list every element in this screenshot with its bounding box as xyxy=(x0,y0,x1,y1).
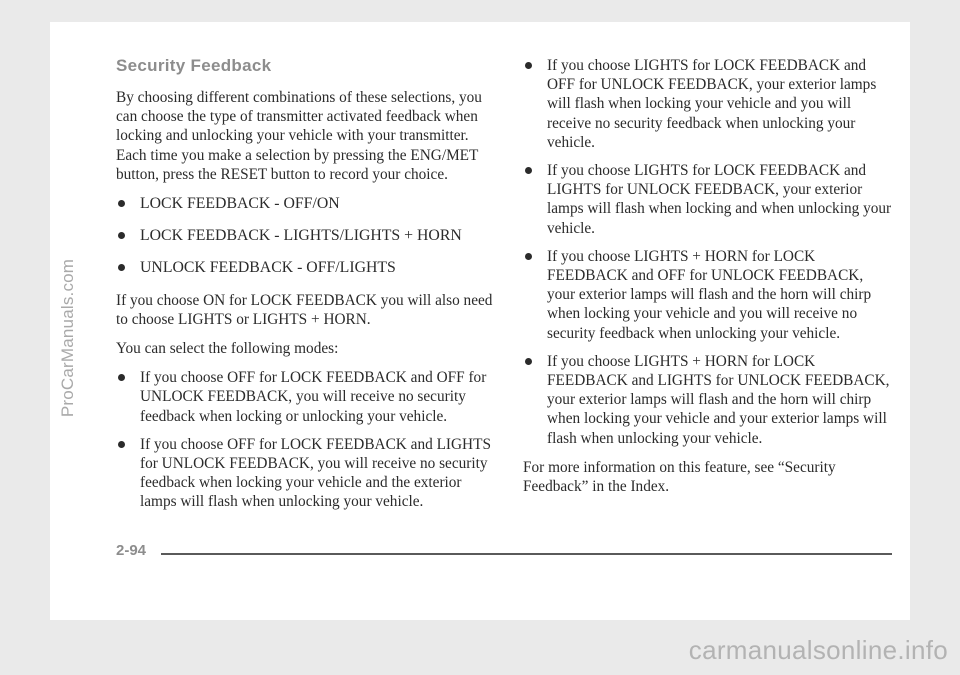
option-item: UNLOCK FEEDBACK - OFF/LIGHTS xyxy=(116,258,496,277)
modes-list-right xyxy=(523,56,893,448)
feedback-options-list xyxy=(116,194,496,278)
side-watermark: ProCarManuals.com xyxy=(58,258,77,418)
page-number: 2-94 xyxy=(116,542,147,559)
left-column xyxy=(116,56,496,522)
intro-paragraph: By choosing different combinations of these selections, you can choose the type of transmitter activated feedback when locking and unlocking your vehicle with your transmitter. Each time you make a selection by pressing the ENG/MET button, press the RESET button to record your choice. xyxy=(116,89,482,183)
right-column xyxy=(523,56,893,506)
modes-intro: You can select the following modes: xyxy=(116,340,339,358)
option-item: LOCK FEEDBACK - LIGHTS/LIGHTS + HORN xyxy=(116,226,496,245)
page-footer xyxy=(116,542,892,562)
mode-item: If you choose OFF for LOCK FEEDBACK and OFF for UNLOCK FEEDBACK, you will receive no security feedback when locking or unlocking your vehicle. xyxy=(116,368,496,426)
mode-item: If you choose LIGHTS for LOCK FEEDBACK and LIGHTS for UNLOCK FEEDBACK, your exterior lamps will flash when locking and when unlocking your vehicle. xyxy=(523,161,893,238)
option-item: LOCK FEEDBACK - OFF/ON xyxy=(116,194,496,213)
footer-rule xyxy=(161,553,892,555)
closing-paragraph: For more information on this feature, see “Security Feedback” in the Index. xyxy=(523,458,836,496)
modes-list-left xyxy=(116,368,496,511)
bottom-watermark: carmanualsonline.info xyxy=(688,635,948,665)
section-heading: Security Feedback xyxy=(116,56,272,75)
mode-item: If you choose OFF for LOCK FEEDBACK and LIGHTS for UNLOCK FEEDBACK, you will receive no security feedback when locking your vehicle and the exterior lamps will flash when unlocking your vehicle. xyxy=(116,435,496,512)
mode-item: If you choose LIGHTS + HORN for LOCK FEEDBACK and OFF for UNLOCK FEEDBACK, your exterior lamps will flash and the horn will chirp when locking your vehicle and you will receive no security feedback when unlocking your vehicle. xyxy=(523,247,893,343)
mode-item: If you choose LIGHTS + HORN for LOCK FEEDBACK and LIGHTS for UNLOCK FEEDBACK, your exterior lamps will flash and the horn will chirp when locking your vehicle and your exterior lamps will flash when unlocking your vehicle. xyxy=(523,352,893,448)
note-paragraph: If you choose ON for LOCK FEEDBACK you will also need to choose LIGHTS or LIGHTS + HORN. xyxy=(116,291,493,328)
mode-item: If you choose LIGHTS for LOCK FEEDBACK and OFF for UNLOCK FEEDBACK, your exterior lamps will flash when locking your vehicle and you will receive no security feedback when unlocking your vehicle. xyxy=(523,56,893,152)
